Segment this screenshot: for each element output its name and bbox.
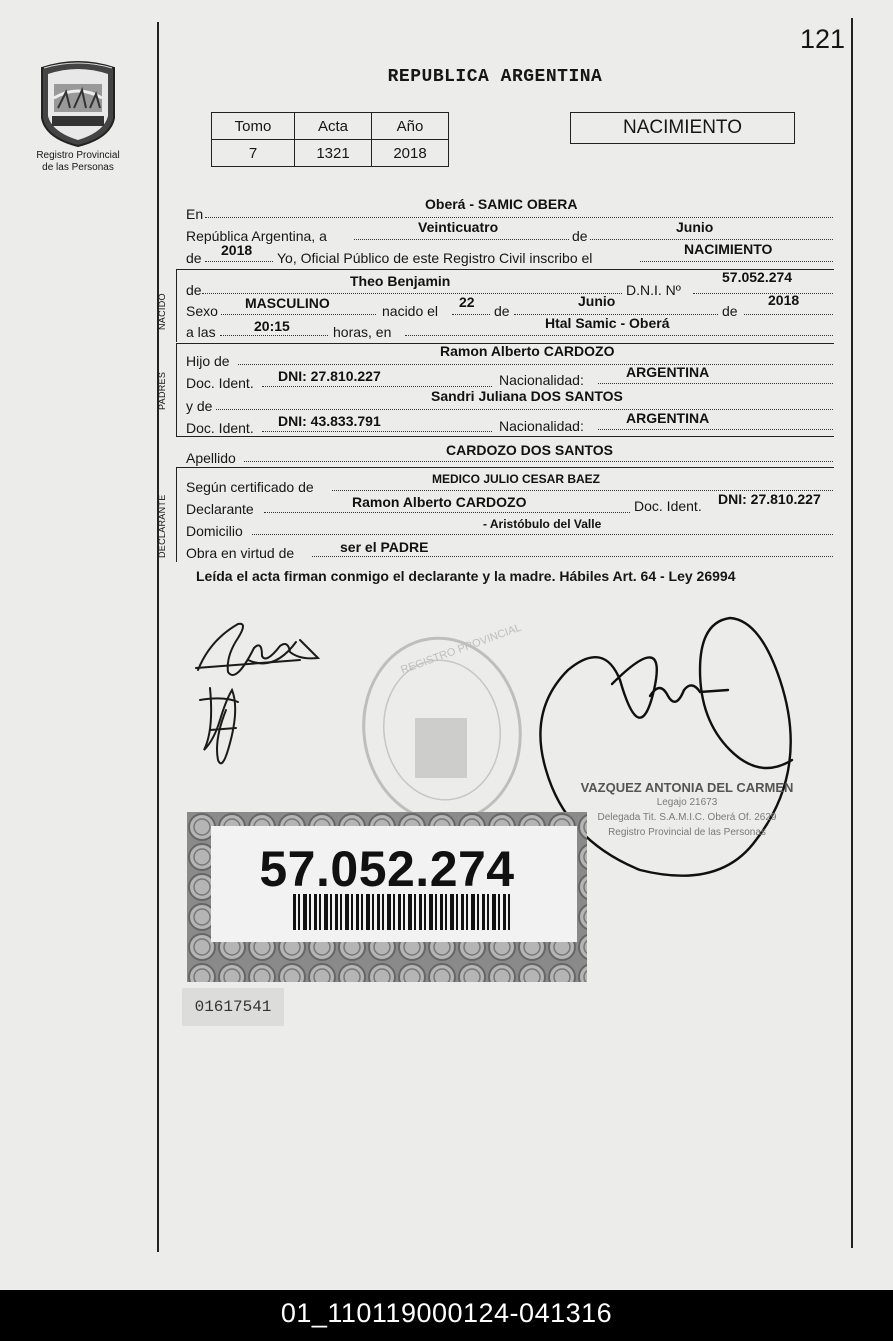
certificado-value: MEDICO JULIO CESAR BAEZ <box>432 472 601 486</box>
inscribo-text: Yo, Oficial Público de este Registro Civil inscribo el <box>277 250 593 266</box>
nacido-side-rule <box>176 270 177 342</box>
mother-name-value: Sandri Juliana DOS SANTOS <box>431 388 623 404</box>
father-nationality-label: Nacionalidad: <box>499 372 584 388</box>
declarante-doc-value: DNI: 27.810.227 <box>718 491 821 507</box>
svg-text:REGISTRO PROVINCIAL: REGISTRO PROVINCIAL <box>399 621 523 677</box>
registry-table <box>211 112 449 167</box>
domicilio-value: - Aristóbulo del Valle <box>483 517 602 531</box>
apellido-value: CARDOZO DOS SANTOS <box>446 442 613 458</box>
page-number: 121 <box>800 24 846 54</box>
acta-value: 1321 <box>295 140 372 167</box>
act-value: NACIMIENTO <box>684 241 773 257</box>
ano-value: 2018 <box>372 140 449 167</box>
en-label: En <box>186 206 204 222</box>
control-number: 01617541 <box>182 988 284 1026</box>
declarante-doc-label: Doc. Ident. <box>634 498 702 514</box>
declarante-label: Declarante <box>186 501 254 517</box>
father-name-value: Ramon Alberto CARDOZO <box>440 343 615 359</box>
apellido-label: Apellido <box>186 450 236 466</box>
padres-section-label: PADRES <box>157 371 167 410</box>
day-words-value: Veinticuatro <box>418 219 499 235</box>
birth-day-value: 22 <box>459 294 475 310</box>
father-doc-value: DNI: 27.810.227 <box>278 368 381 384</box>
child-name-value: Theo Benjamin <box>350 273 451 289</box>
document-title: REPUBLICA ARGENTINA <box>387 67 603 87</box>
dni-label: D.N.I. Nº <box>626 282 681 298</box>
birth-year-value: 2018 <box>768 292 800 308</box>
barcode-number: 57.052.274 <box>259 841 515 897</box>
sexo-value: MASCULINO <box>245 295 330 311</box>
ano-header: Año <box>372 113 449 140</box>
apellido-top-rule <box>176 436 834 437</box>
barcode-label <box>187 812 587 982</box>
caption-line-2: de las Personas <box>42 162 114 173</box>
nacido-de-label-3: de <box>722 303 738 319</box>
nacido-de-label-2: de <box>494 303 510 319</box>
hijo-de-label: Hijo de <box>186 353 230 369</box>
official-registry: Registro Provincial de las Personas <box>608 827 766 838</box>
nacido-el-label: nacido el <box>382 303 439 319</box>
declarante-section-label: DECLARANTE <box>157 494 167 558</box>
closing-statement: Leída el acta firman conmigo el declarante y la madre. Hábiles Art. 64 - Ley 26994 <box>196 568 736 584</box>
horas-label: horas, en <box>333 324 392 340</box>
mother-nationality-value: ARGENTINA <box>626 410 710 426</box>
father-doc-label: Doc. Ident. <box>186 375 254 391</box>
birth-month-value: Junio <box>578 293 616 309</box>
footer-band <box>0 1290 893 1341</box>
time-value: 20:15 <box>254 318 290 334</box>
y-de-label: y de <box>186 398 213 414</box>
declarante-value: Ramon Alberto CARDOZO <box>352 494 527 510</box>
caption-line-1: Registro Provincial <box>36 150 120 161</box>
tomo-value: 7 <box>212 140 295 167</box>
place-value: Oberá - SAMIC OBERA <box>425 196 578 212</box>
de-label-1: de <box>572 228 588 244</box>
certificado-label: Según certificado de <box>186 479 314 495</box>
obra-value: ser el PADRE <box>340 539 429 555</box>
birth-place-value: Htal Samic - Oberá <box>545 315 670 331</box>
republic-label: República Argentina, a <box>186 228 327 244</box>
acta-header: Acta <box>295 113 372 140</box>
misiones-seal-icon <box>38 58 118 148</box>
mother-doc-label: Doc. Ident. <box>186 420 254 436</box>
tomo-header: Tomo <box>212 113 295 140</box>
obra-label: Obra en virtud de <box>186 545 295 561</box>
round-stamp-icon <box>352 622 532 832</box>
declarante-side-rule <box>176 468 177 562</box>
sexo-label: Sexo <box>186 303 218 319</box>
child-dni-value: 57.052.274 <box>722 269 793 285</box>
de-label-2: de <box>186 250 202 266</box>
registry-caption <box>26 150 130 174</box>
nacido-de-label: de <box>186 282 202 298</box>
father-nationality-value: ARGENTINA <box>626 364 710 380</box>
mother-nationality-label: Nacionalidad: <box>499 418 584 434</box>
record-type-box: NACIMIENTO <box>570 112 795 144</box>
domicilio-label: Domicilio <box>186 523 243 539</box>
padres-side-rule <box>176 344 177 436</box>
declarante-top-rule <box>176 467 834 468</box>
mother-signature-icon <box>200 688 238 763</box>
footer-id: 01_110119000124-041316 <box>280 1298 613 1328</box>
month-value: Junio <box>676 219 714 235</box>
year-value: 2018 <box>221 242 253 258</box>
declarante-signature-icon <box>196 624 318 675</box>
mother-doc-value: DNI: 43.833.791 <box>278 413 381 429</box>
official-legajo: Legajo 21673 <box>656 797 718 808</box>
official-stamp <box>572 780 802 840</box>
official-name: VAZQUEZ ANTONIA DEL CARMEN <box>580 780 794 795</box>
nacido-section-label: NACIDO <box>157 293 167 330</box>
official-office: Delegada Tit. S.A.M.I.C. Oberá Of. 2629 <box>597 812 777 823</box>
a-las-label: a las <box>186 324 216 340</box>
